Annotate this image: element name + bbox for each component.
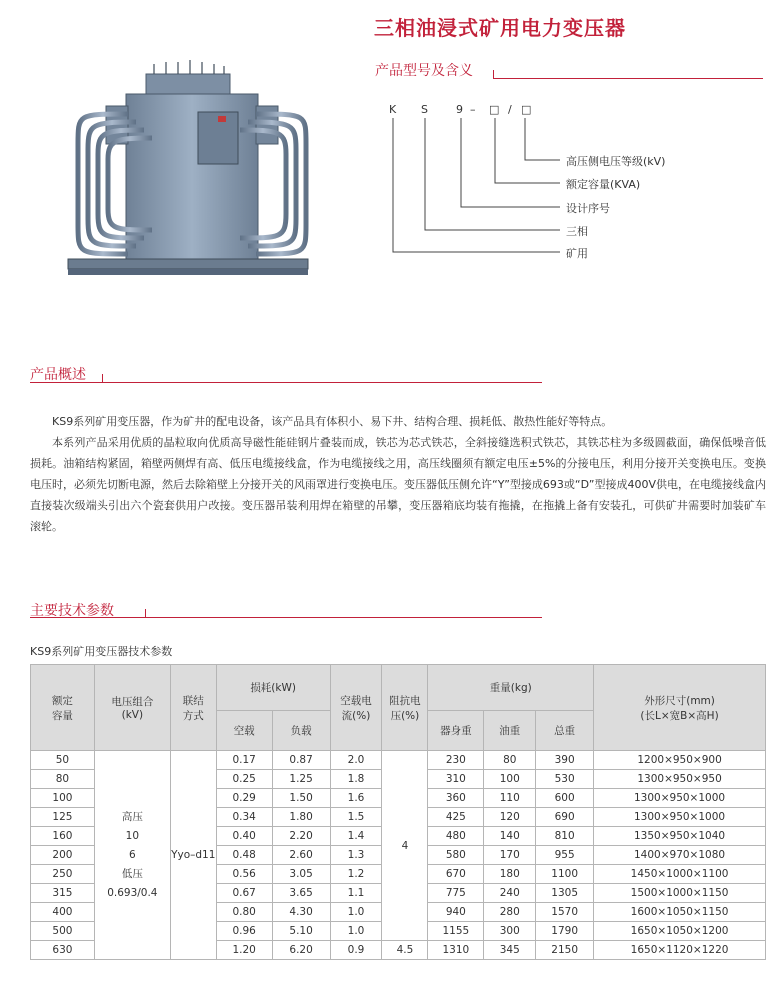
cell-capacity: 630 xyxy=(31,941,95,960)
legend-three-phase: 三相 xyxy=(566,225,588,238)
cell-weight-total: 690 xyxy=(536,808,594,827)
header-impedance: 阻抗电 压(%) xyxy=(382,665,428,751)
cell-dimensions: 1300×950×1000 xyxy=(594,808,766,827)
cell-weight-total: 2150 xyxy=(536,941,594,960)
cell-weight-body: 360 xyxy=(428,789,484,808)
cell-weight-oil: 240 xyxy=(484,884,536,903)
model-code-9: 9 xyxy=(456,103,463,116)
cell-load-loss: 1.80 xyxy=(272,808,330,827)
spec-table-body xyxy=(31,751,766,960)
cell-noload-current: 1.4 xyxy=(330,827,382,846)
header-loss-noload: 空载 xyxy=(216,711,272,751)
header-weight-total: 总重 xyxy=(536,711,594,751)
cell-weight-oil: 300 xyxy=(484,922,536,941)
cell-weight-oil: 170 xyxy=(484,846,536,865)
section-heading-params: 主要技术参数 xyxy=(30,603,114,619)
section-divider xyxy=(30,617,542,618)
cell-weight-body: 230 xyxy=(428,751,484,770)
cell-load-loss: 2.20 xyxy=(272,827,330,846)
model-code-dash: – xyxy=(470,103,476,116)
cell-weight-body: 480 xyxy=(428,827,484,846)
overview-paragraph-1: KS9系列矿用变压器，作为矿井的配电设备，该产品具有体积小、易下井、结构合理、损耗低、散热性能好等特点。 xyxy=(52,415,613,428)
header-weight-oil: 油重 xyxy=(484,711,536,751)
section-divider xyxy=(493,78,763,79)
cell-dimensions: 1300×950×1000 xyxy=(594,789,766,808)
cell-weight-oil: 100 xyxy=(484,770,536,789)
cell-weight-oil: 110 xyxy=(484,789,536,808)
cell-noload-current: 0.9 xyxy=(330,941,382,960)
legend-rated-capacity: 额定容量(KVA) xyxy=(566,178,641,191)
cell-capacity: 125 xyxy=(31,808,95,827)
cell-noload-loss: 0.34 xyxy=(216,808,272,827)
cell-weight-total: 530 xyxy=(536,770,594,789)
cell-noload-loss: 0.56 xyxy=(216,865,272,884)
spec-table xyxy=(30,664,766,960)
cell-impedance: 4 xyxy=(382,751,428,941)
cell-weight-oil: 180 xyxy=(484,865,536,884)
cell-load-loss: 4.30 xyxy=(272,903,330,922)
cell-capacity: 50 xyxy=(31,751,95,770)
cell-noload-current: 1.8 xyxy=(330,770,382,789)
cell-weight-body: 670 xyxy=(428,865,484,884)
cell-noload-loss: 0.96 xyxy=(216,922,272,941)
cell-noload-current: 1.2 xyxy=(330,865,382,884)
cell-capacity: 500 xyxy=(31,922,95,941)
cell-load-loss: 2.60 xyxy=(272,846,330,865)
cell-capacity: 250 xyxy=(31,865,95,884)
cell-load-loss: 3.65 xyxy=(272,884,330,903)
cell-dimensions: 1350×950×1040 xyxy=(594,827,766,846)
cell-noload-current: 1.6 xyxy=(330,789,382,808)
cell-noload-loss: 0.29 xyxy=(216,789,272,808)
model-code-leader-lines xyxy=(380,115,580,260)
model-code-voltage-box: □ xyxy=(521,103,532,116)
cell-noload-loss: 0.80 xyxy=(216,903,272,922)
cell-weight-total: 1790 xyxy=(536,922,594,941)
cell-dimensions: 1650×1050×1200 xyxy=(594,922,766,941)
cell-weight-oil: 140 xyxy=(484,827,536,846)
model-code-k: K xyxy=(389,103,397,116)
overview-paragraph-2: 本系列产品采用优质的晶粒取向优质高导磁性能硅钢片叠装而成，铁芯为芯式铁芯，全斜接缝选积式铁芯，其铁芯柱为多级圆截面，确保低噪音低损耗。油箱结构紧固，箱壁两侧焊有高、低压电缆接线盒，作为电缆接线之用，高压线圈须有额定电压±5%的分接电压，利用分接开关变换电压。变换电压时，必须先切断电源，然后去除箱壁上分接开关的风雨罩进行变换电压。变压器低压侧允许“Y”型接成693或“D”型接成400V供电，在电缆接线盒内直接装次级端头引出六个瓷套供用户改接。变压器吊装利用焊在箱壁的吊攀，变压器箱底均装有拖撬，在拖撬上备有安装孔，可供矿井需要时加装矿车滚轮。 xyxy=(30,436,767,533)
section-divider-tick xyxy=(102,374,103,382)
cell-load-loss: 1.25 xyxy=(272,770,330,789)
section-heading-model: 产品型号及含义 xyxy=(375,63,473,79)
cell-load-loss: 3.05 xyxy=(272,865,330,884)
cell-capacity: 315 xyxy=(31,884,95,903)
legend-voltage-level: 高压侧电压等级(kV) xyxy=(566,155,666,168)
cell-load-loss: 0.87 xyxy=(272,751,330,770)
cell-voltage-combo: 高压 10 6 低压 0.693/0.4 xyxy=(94,751,170,960)
model-code-s: S xyxy=(421,103,428,116)
cell-load-loss: 1.50 xyxy=(272,789,330,808)
cell-weight-total: 1100 xyxy=(536,865,594,884)
header-dimensions: 外形尺寸(mm) (长L×宽B×高H) xyxy=(594,665,766,751)
cell-weight-body: 310 xyxy=(428,770,484,789)
section-heading-overview: 产品概述 xyxy=(30,367,86,383)
cell-capacity: 80 xyxy=(31,770,95,789)
table-caption: KS9系列矿用变压器技术参数 xyxy=(30,645,173,658)
header-capacity: 额定 容量 xyxy=(31,665,95,751)
cell-weight-body: 775 xyxy=(428,884,484,903)
cell-dimensions: 1300×950×950 xyxy=(594,770,766,789)
cell-impedance: 4.5 xyxy=(382,941,428,960)
cell-weight-total: 810 xyxy=(536,827,594,846)
cell-weight-body: 1310 xyxy=(428,941,484,960)
cell-weight-total: 1570 xyxy=(536,903,594,922)
cell-dimensions: 1400×970×1080 xyxy=(594,846,766,865)
cell-noload-current: 1.0 xyxy=(330,903,382,922)
cell-weight-total: 955 xyxy=(536,846,594,865)
header-current: 空载电 流(%) xyxy=(330,665,382,751)
cell-weight-oil: 280 xyxy=(484,903,536,922)
model-code-capacity-box: □ xyxy=(489,103,500,116)
cell-capacity: 200 xyxy=(31,846,95,865)
cell-noload-loss: 0.17 xyxy=(216,751,272,770)
cell-weight-body: 1155 xyxy=(428,922,484,941)
cell-dimensions: 1600×1050×1150 xyxy=(594,903,766,922)
cell-weight-oil: 120 xyxy=(484,808,536,827)
cell-capacity: 400 xyxy=(31,903,95,922)
header-voltage: 电压组合 (kV) xyxy=(94,665,170,751)
cell-load-loss: 5.10 xyxy=(272,922,330,941)
cell-noload-loss: 0.48 xyxy=(216,846,272,865)
header-weight: 重量(kg) xyxy=(428,665,594,711)
cell-weight-total: 600 xyxy=(536,789,594,808)
cell-noload-current: 1.5 xyxy=(330,808,382,827)
cell-weight-body: 580 xyxy=(428,846,484,865)
section-divider-tick xyxy=(493,70,494,78)
cell-dimensions: 1450×1000×1100 xyxy=(594,865,766,884)
cell-noload-loss: 0.25 xyxy=(216,770,272,789)
cell-weight-total: 1305 xyxy=(536,884,594,903)
cell-weight-body: 940 xyxy=(428,903,484,922)
cell-noload-current: 1.1 xyxy=(330,884,382,903)
header-weight-body: 器身重 xyxy=(428,711,484,751)
cell-connection: Yyo–d11 xyxy=(170,751,216,960)
cell-weight-oil: 80 xyxy=(484,751,536,770)
cell-dimensions: 1650×1120×1220 xyxy=(594,941,766,960)
cell-dimensions: 1200×950×900 xyxy=(594,751,766,770)
cell-noload-current: 1.3 xyxy=(330,846,382,865)
cell-weight-oil: 345 xyxy=(484,941,536,960)
legend-design-number: 设计序号 xyxy=(566,202,610,215)
cell-noload-loss: 0.67 xyxy=(216,884,272,903)
transformer-photo xyxy=(58,54,318,284)
table-row xyxy=(31,751,766,770)
cell-noload-current: 2.0 xyxy=(330,751,382,770)
cell-noload-current: 1.0 xyxy=(330,922,382,941)
section-divider-tick xyxy=(145,609,146,617)
page-title: 三相油浸式矿用电力变压器 xyxy=(374,16,626,40)
header-connection: 联结 方式 xyxy=(170,665,216,751)
cell-noload-loss: 1.20 xyxy=(216,941,272,960)
cell-dimensions: 1500×1000×1150 xyxy=(594,884,766,903)
section-divider xyxy=(30,382,542,383)
cell-capacity: 160 xyxy=(31,827,95,846)
cell-weight-total: 390 xyxy=(536,751,594,770)
cell-load-loss: 6.20 xyxy=(272,941,330,960)
header-loss-load: 负载 xyxy=(272,711,330,751)
legend-mining: 矿用 xyxy=(566,247,588,260)
cell-capacity: 100 xyxy=(31,789,95,808)
model-code-slash: / xyxy=(508,103,512,116)
header-loss: 损耗(kW) xyxy=(216,665,330,711)
cell-noload-loss: 0.40 xyxy=(216,827,272,846)
cell-weight-body: 425 xyxy=(428,808,484,827)
overview-text xyxy=(30,411,766,537)
